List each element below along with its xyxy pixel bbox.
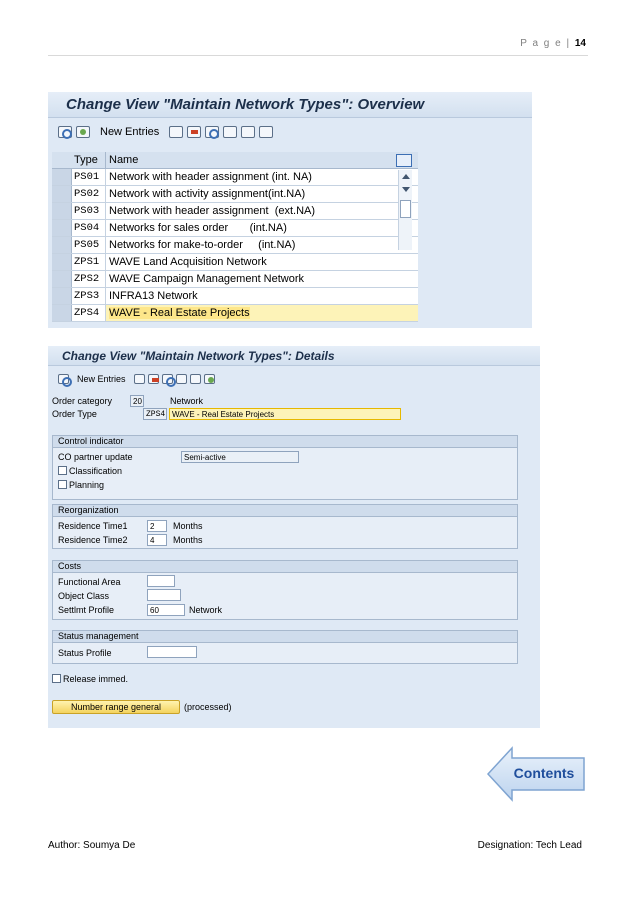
functional-area-input[interactable] [147,575,175,587]
control-indicator-group [52,435,518,500]
residence-time2-label: Residence Time2 [58,535,128,545]
status-management-group [52,630,518,664]
table-row[interactable] [52,186,418,203]
co-partner-select[interactable]: Semi-active [181,451,299,463]
release-immed-label: Release immed. [63,674,129,684]
select-all-icon[interactable] [223,126,237,138]
row-type: PS01 [72,169,106,185]
deselect-all-icon[interactable] [259,126,273,138]
number-range-general-button[interactable]: Number range general [52,700,180,714]
delete-icon[interactable] [187,126,201,138]
row-name[interactable] [106,169,418,185]
scroll-thumb[interactable] [400,200,411,218]
residence-time1-input[interactable]: 2 [147,520,167,532]
table-header [52,152,418,169]
row-type: PS04 [72,220,106,236]
table-row[interactable] [52,254,418,271]
order-category-label: Order category [52,396,113,406]
row-name-text: Network with header assignment (ext.NA) [109,205,316,217]
row-name[interactable] [106,288,418,304]
details-screenshot [48,346,540,728]
row-name[interactable] [106,237,418,253]
co-partner-label: CO partner update [58,452,133,462]
row-name[interactable] [106,305,418,321]
costs-title: Costs [53,561,517,573]
residence-time1-unit: Months [173,521,203,531]
table-row[interactable] [52,271,418,288]
row-type: ZPS1 [72,254,106,270]
classification-label: Classification [69,466,123,476]
control-indicator-title: Control indicator [53,436,517,448]
table-row[interactable] [52,169,418,186]
row-selector[interactable] [52,203,72,219]
copy-icon[interactable] [169,126,183,138]
row-name-text: Networks for make-to-order (int.NA) [109,239,296,251]
details-title: Change View "Maintain Network Types": Details [48,346,540,366]
column-name[interactable]: Name [109,154,139,166]
row-type: ZPS3 [72,288,106,304]
reorganization-title: Reorganization [53,505,517,517]
row-type: PS05 [72,237,106,253]
select-block-icon[interactable] [241,126,255,138]
row-name-text: WAVE Land Acquisition Network [109,256,267,268]
overview-title: Change View "Maintain Network Types": Overview [48,92,532,118]
variable-list-icon[interactable] [204,374,215,384]
table-row[interactable] [52,305,418,322]
row-name[interactable] [106,271,418,287]
planning-label: Planning [69,480,105,490]
row-selector[interactable] [52,271,72,287]
row-selector[interactable] [52,237,72,253]
order-type-label: Order Type [52,409,97,419]
row-name-text: Networks for sales order (int.NA) [109,222,287,234]
table-row[interactable] [52,220,418,237]
residence-time2-unit: Months [173,535,203,545]
column-settings-icon[interactable] [396,154,412,167]
display-change-icon[interactable] [58,126,72,138]
planning-option[interactable] [58,480,104,490]
status-management-title: Status management [53,631,517,643]
object-class-label: Object Class [58,591,110,601]
classification-checkbox[interactable] [58,466,67,475]
scroll-up-icon[interactable] [402,174,410,179]
contents-button[interactable] [486,746,586,802]
details-toolbar [48,366,540,388]
copy-icon[interactable] [134,374,145,384]
page-header [520,38,586,49]
order-category-field: 20 [130,395,144,407]
order-type-field: ZPS4 [143,408,167,420]
row-type: ZPS2 [72,271,106,287]
select-all-column[interactable] [52,152,72,168]
find-icon[interactable] [76,126,90,138]
undo-icon[interactable] [205,126,219,138]
row-name[interactable] [106,254,418,270]
delete-icon[interactable] [148,374,159,384]
status-profile-input[interactable] [147,646,197,658]
residence-time2-input[interactable]: 4 [147,534,167,546]
row-name-text: WAVE Campaign Management Network [109,273,305,285]
overview-screenshot [48,92,532,328]
footer-designation: Designation: Tech Lead [477,840,582,851]
object-class-input[interactable] [147,589,181,601]
row-selector[interactable] [52,220,72,236]
row-name-text: Network with header assignment (int. NA) [109,171,312,183]
row-name-text: INFRA13 Network [109,290,198,302]
new-entries-button[interactable]: New Entries [77,374,126,384]
row-name[interactable] [106,203,418,219]
page-label: P a g e | [520,38,571,49]
contents-label: Contents [513,765,575,781]
status-profile-label: Status Profile [58,648,112,658]
new-entries-button[interactable]: New Entries [100,126,160,138]
row-selector[interactable] [52,254,72,270]
row-selector[interactable] [52,169,72,185]
scroll-down-icon[interactable] [402,187,410,192]
table-scrollbar[interactable] [398,170,412,250]
reorganization-group [52,504,518,549]
row-selector[interactable] [52,288,72,304]
overview-toolbar [48,118,532,142]
row-type: PS03 [72,203,106,219]
planning-checkbox[interactable] [58,480,67,489]
residence-time1-label: Residence Time1 [58,521,128,531]
settlmt-profile-text: Network [189,605,223,615]
row-name-text: Network with activity assignment(int.NA) [109,188,306,200]
row-selector[interactable] [52,186,72,202]
release-immed-checkbox[interactable] [52,674,61,683]
undo-icon[interactable] [162,374,173,384]
next-entry-icon[interactable] [190,374,201,384]
order-type-description-field[interactable]: WAVE - Real Estate Projects [169,408,401,420]
row-selector[interactable] [52,305,72,321]
classification-option[interactable] [58,466,122,476]
previous-entry-icon[interactable] [176,374,187,384]
network-types-table [52,152,418,322]
row-name[interactable] [106,186,418,202]
display-change-icon[interactable] [58,374,69,384]
functional-area-label: Functional Area [58,577,121,587]
row-name[interactable] [106,220,418,236]
footer-author: Author: Soumya De [48,840,136,851]
settlmt-profile-input[interactable]: 60 [147,604,185,616]
settlmt-profile-label: Settlmt Profile [58,605,115,615]
table-row[interactable] [52,288,418,305]
page-number: 14 [574,38,586,49]
header-rule [48,55,588,56]
number-range-status: (processed) [184,702,232,712]
order-category-text: Network [170,396,204,406]
release-immed-option[interactable] [52,674,128,684]
row-type: PS02 [72,186,106,202]
table-row[interactable] [52,203,418,220]
row-name-text: WAVE - Real Estate Projects [109,307,250,319]
table-row[interactable] [52,237,418,254]
column-type[interactable]: Type [72,152,106,168]
row-type: ZPS4 [72,305,106,321]
costs-group [52,560,518,620]
